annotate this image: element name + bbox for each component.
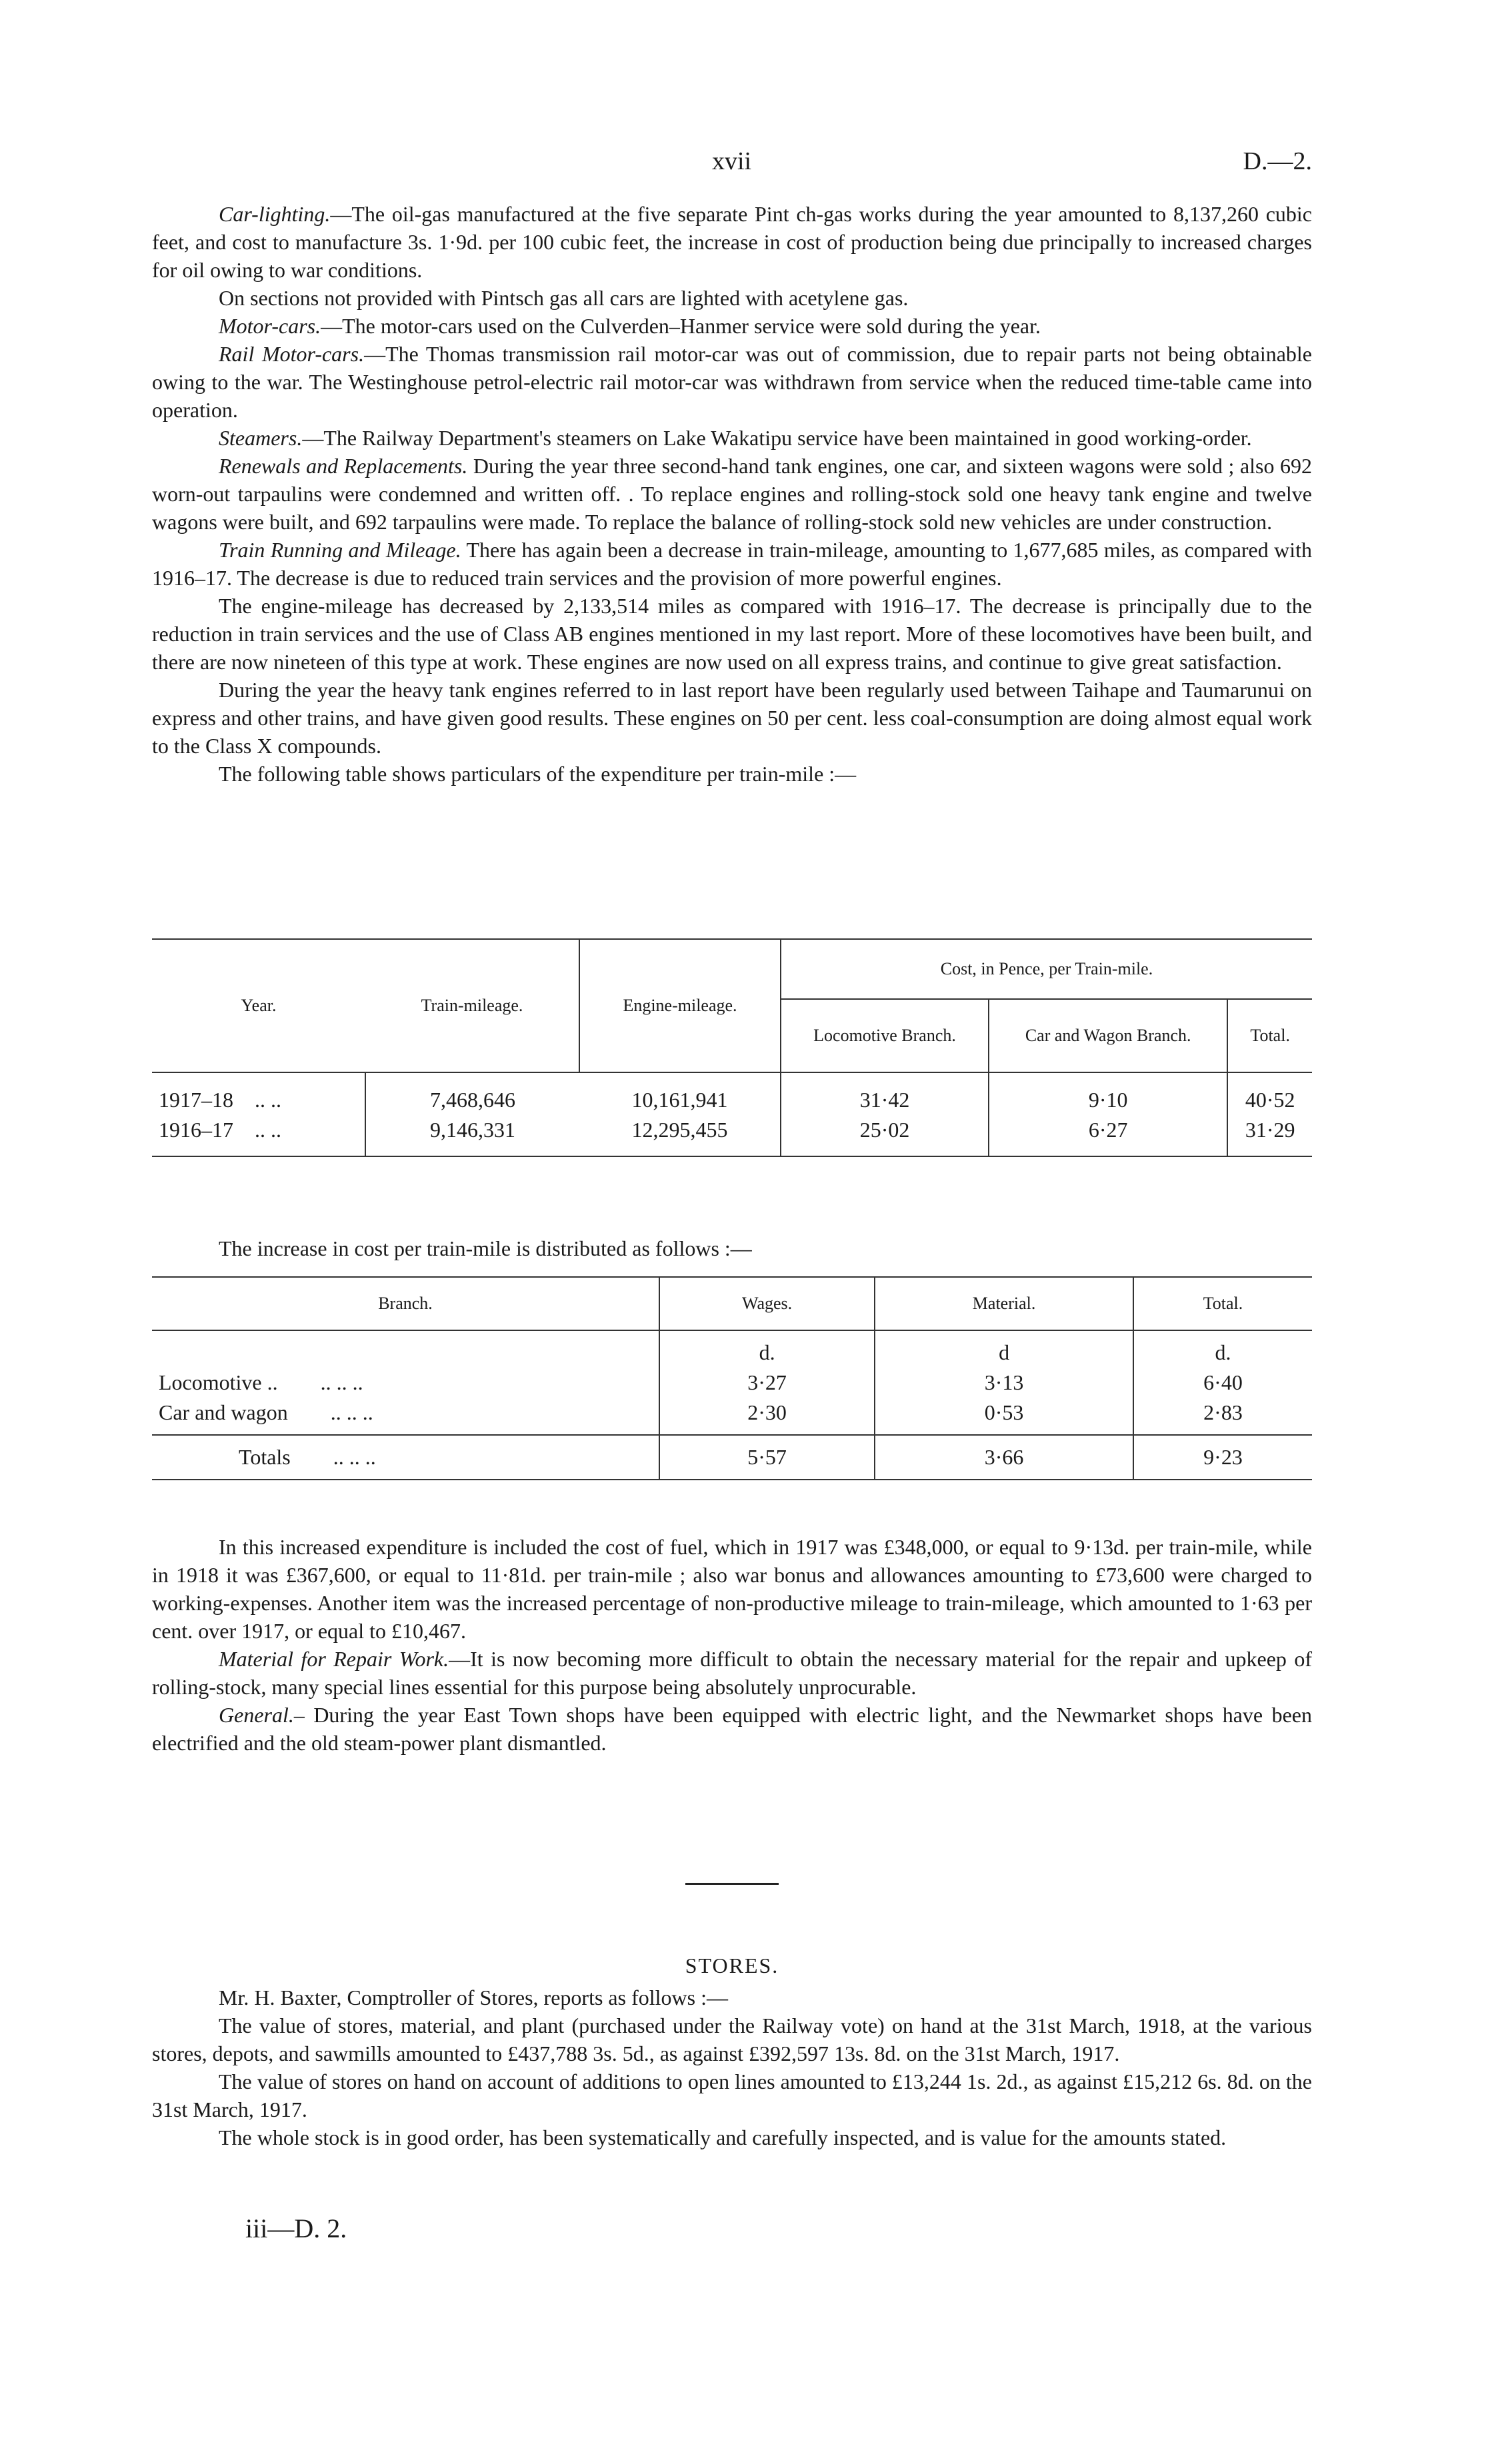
paragraph-stores-open-lines: The value of stores on hand on account of additions to open lines amounted to £13,244 1s. 2d., as against £15,212 6s. 8d. on the 31st March, 1917. [152,2069,1312,2121]
page-footer-signature: iii—D. 2. [245,2213,347,2243]
unit-row: d. d d. [152,1330,1312,1368]
paragraph-car-lighting: Car-lighting.—The oil-gas manufactured at the five separate Pint ch-gas works during the year amounted to 8,137,260 cubic feet, and cost to manufacture 3s. 1·9d. per 100 cubic feet, the increase in cost of production being due principally to increased charges for oil owing to war conditions. [152,202,1312,282]
paragraph-fuel-cost: In this increased expenditure is included the cost of fuel, which in 1917 was £348,000, or equal to 9·13d. per train-mile, while in 1918 it was £367,600, or equal to 11·81d. per train-mile ; also war bonus and allowances amounting to £73,600 were charged to working-expenses. Another item was the increased percentage of non-productive mileage to train-mileage, which amounted to 1·63 per cent. over 1917, or equal to £10,467. [152,1535,1312,1643]
paragraph-steamers: Steamers.—The Railway Department's steamers on Lake Wakatipu service have been maintained in good working-order. [219,426,1252,450]
col-total-header: Total. [1227,999,1312,1072]
table-row: 1916–17 .. .. 9,146,331 12,295,455 25·02 6·27 31·29 [152,1115,1312,1156]
col-total-header: Total. [1133,1277,1312,1330]
paragraph-stores-value: The value of stores, material, and plant (purchased under the Railway vote) on hand at the 31st March, 1918, at the various stores, depots, and sawmills amounted to £437,788 3s. 5d., as against £392,597 13s. 8d. on the 31st March, 1917. [152,2013,1312,2065]
paragraph-distribution-intro: The increase in cost per train-mile is distributed as follows :— [219,1236,752,1260]
paragraph-engine-mileage: The engine-mileage has decreased by 2,133,514 miles as compared with 1916–17. The decrease is principally due to the reduction in train services and the use of Class AB engines mentioned in my last report. More of these locomotives have been built, and there are now nineteen of this type at work. These engines are now used on all express trains, and continue to give great satisfaction. [152,594,1312,674]
col-engine-mileage-header: Engine-mileage. [579,939,781,1072]
col-wages-header: Wages. [659,1277,875,1330]
col-cost-header: Cost, in Pence, per Train-mile. [781,939,1312,999]
col-train-mileage-header: Train-mileage. [421,996,523,1015]
totals-row: Totals .. .. .. 5·57 3·66 9·23 [152,1435,1312,1480]
report-continuation [152,1533,1312,1757]
paragraph-rail-motor-cars: Rail Motor-cars.—The Thomas transmission rail motor-car was out of commission, due to repair parts not being obtainable owing to the war. The Westinghouse petrol-electric rail motor-car was withdrawn from service when the reduced time-table came into operation. [152,342,1313,422]
paragraph-table-intro: The following table shows particulars of the expenditure per train-mile :— [219,762,857,786]
page-header [152,147,1312,180]
stores-section [152,1951,1312,2151]
paragraph-tank-engines: During the year the heavy tank engines referred to in last report have been regularly used between Taihape and Taumarunui on express and other trains, and have given good results. These engines on 50 per cent. less coal-consumption are doing almost equal work to the Class X compounds. [152,678,1312,758]
paragraph-renewals: Renewals and Replacements. During the year three second-hand tank engines, one car, and sixteen wagons were sold ; also 692 worn-out tarpaulins were condemned and written off. . To replace engines and rolling-stock sold one heavy tank engine and twelve wagons were built, and 692 tarpaulins were made. To replace the balance of rolling-stock sold new vehicles are under construction. [152,454,1313,534]
paragraph-stores-intro: Mr. H. Baxter, Comptroller of Stores, reports as follows :— [219,1985,728,2009]
col-material-header: Material. [875,1277,1133,1330]
col-branch-header: Branch. [378,1294,433,1313]
paragraph-stores-stock: The whole stock is in good order, has been systematically and carefully inspected, and is value for the amounts stated. [219,2125,1227,2149]
stores-title: STORES. [685,1953,779,1977]
page-number: xvii [712,147,752,175]
paragraph-repair-material: Material for Repair Work.—It is now becoming more difficult to obtain the necessary material for the repair and upkeep of rolling-stock, many special lines essential for this purpose being absolutely unprocurable. [152,1647,1312,1699]
table-row: Car and wagon .. .. .. 2·30 0·53 2·83 [152,1398,1312,1435]
section-divider [685,1883,779,1885]
col-year-header: Year. [241,996,277,1015]
table-row: 1917–18 .. .. 7,468,646 10,161,941 31·42 9·10 40·52 [152,1072,1312,1115]
col-locomotive-header: Locomotive Branch. [781,999,989,1072]
paragraph-acetylene: On sections not provided with Pintsch gas all cars are lighted with acetylene gas. [219,286,909,310]
paragraph-motor-cars: Motor-cars.—The motor-cars used on the Culverden–Hanmer service were sold during the year. [219,314,1041,338]
document-reference: D.—2. [1243,147,1312,175]
expenditure-table [152,938,1312,1157]
table-row: Locomotive .. .. .. .. 3·27 3·13 6·40 [152,1368,1312,1398]
col-car-wagon-header: Car and Wagon Branch. [989,999,1227,1072]
distribution-table [152,1276,1312,1480]
paragraph-general: General.– During the year East Town shops have been equipped with electric light, and the Newmarket shops have been electrified and the old steam-power plant dismantled. [152,1703,1312,1755]
report-body [152,200,1312,788]
paragraph-train-running: Train Running and Mileage. There has again been a decrease in train-mileage, amounting to 1,677,685 miles, as compared with 1916–17. The decrease is due to reduced train services and the provision of more powerful engines. [152,538,1313,590]
